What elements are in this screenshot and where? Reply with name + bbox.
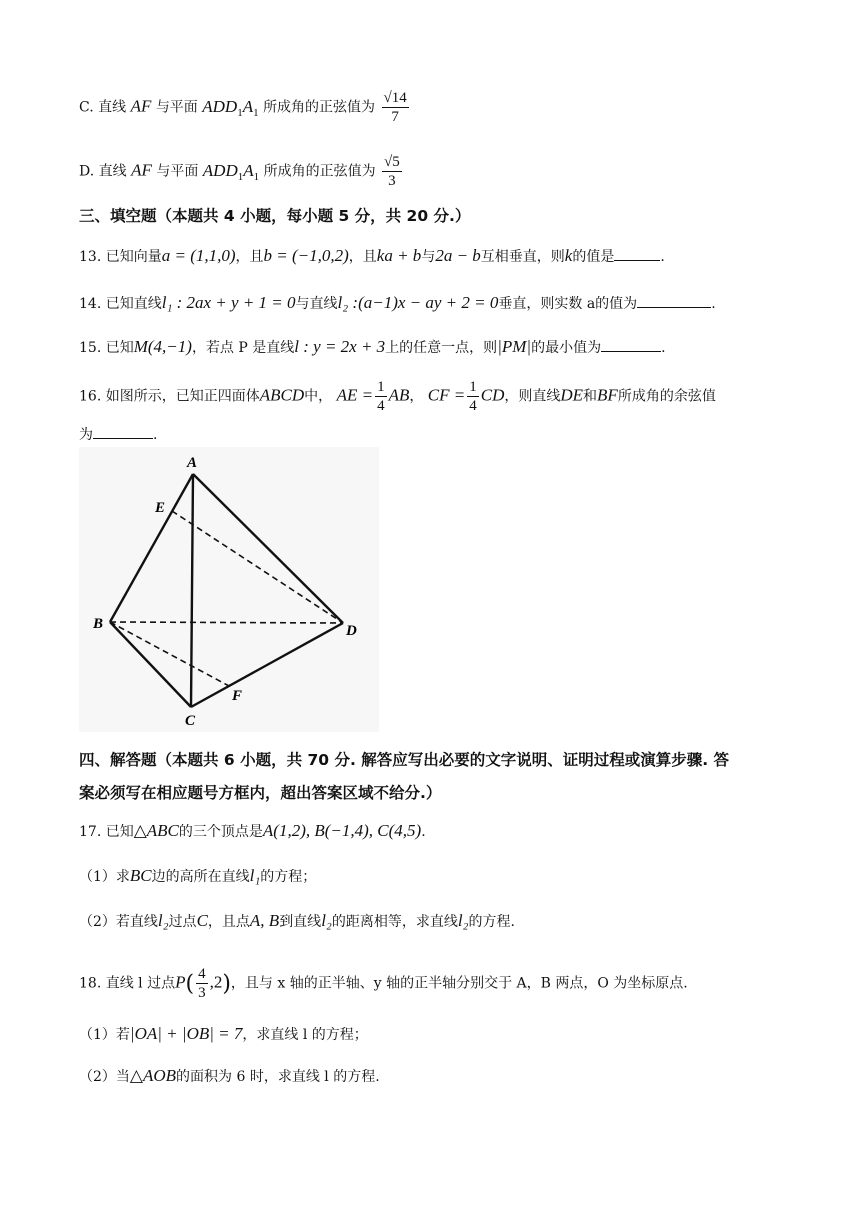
line-af: AF bbox=[130, 96, 152, 116]
q16-period: . bbox=[153, 427, 158, 443]
question-18-part1 bbox=[79, 1024, 368, 1045]
option-c-fraction: $\frac{√14}{7}$ bbox=[383, 90, 407, 125]
q16-cf-fraction: $\frac{1}{4}$ bbox=[469, 379, 477, 414]
q18-p2-b: 的面积为 6 时，求直线 l 的方程. bbox=[176, 1069, 380, 1085]
answer-blank[interactable] bbox=[637, 293, 711, 308]
option-d-fraction: $\frac{√5}{3}$ bbox=[384, 154, 400, 189]
q18-p1-a: （1）若 bbox=[79, 1027, 130, 1043]
point-f-label: F bbox=[232, 688, 243, 704]
q15-end: 的最小值为 bbox=[531, 340, 602, 356]
q15-line-l: l : y = 2x + 3 bbox=[294, 337, 386, 356]
q17-ab: A, B bbox=[249, 911, 280, 930]
question-18-part2 bbox=[79, 1066, 380, 1087]
q15-num: 15. 已知 bbox=[79, 340, 134, 356]
q16-line2: 为 bbox=[79, 427, 93, 443]
q14-num: 14. 已知直线 bbox=[79, 296, 162, 312]
q16-ae: AE = bbox=[336, 385, 374, 405]
q16-mid: 中， bbox=[304, 388, 333, 405]
q17-triangle: △ABC bbox=[133, 821, 179, 840]
q13-period: . bbox=[660, 249, 665, 265]
q17-p2-c: ，且点 bbox=[207, 914, 250, 930]
q16-num: 16. 如图所示，已知正四面体 bbox=[79, 388, 260, 405]
q17-p2-b: 过点 bbox=[168, 914, 197, 930]
q13-num: 13. 已知向量 bbox=[79, 249, 162, 265]
q15-period: . bbox=[661, 340, 666, 356]
q14-line-l2: l₂ :(a−1)x − ay + 2 = 0 bbox=[337, 293, 499, 312]
q16-tail: ，则直线 bbox=[504, 388, 561, 405]
tetrahedron-figure bbox=[79, 447, 379, 732]
question-16-line2 bbox=[79, 424, 157, 445]
q16-ae-fraction: $\frac{1}{4}$ bbox=[377, 379, 385, 414]
q13-vector-a: a = (1,1,0) bbox=[161, 246, 236, 265]
vertex-b-label: B bbox=[93, 616, 104, 632]
question-17-part2 bbox=[79, 911, 515, 932]
vertex-c-label: C bbox=[185, 713, 196, 729]
q18-p-tail: ,2 bbox=[209, 972, 223, 992]
q17-p1-c: 的方程； bbox=[260, 869, 317, 885]
question-17 bbox=[79, 821, 426, 842]
option-c bbox=[79, 89, 411, 126]
section-4-heading-line2: 案必须写在相应题号方框内，超出答案区域不给分.） bbox=[79, 784, 442, 802]
q17-points: A(1,2), B(−1,4), C(4,5) bbox=[262, 821, 422, 840]
q17-l1: l₁ bbox=[249, 866, 261, 885]
q17-p2-d: 到直线 bbox=[279, 914, 322, 930]
q17-l2: l₂ bbox=[157, 911, 169, 930]
q15-point-m: M(4,−1) bbox=[133, 337, 192, 356]
question-13 bbox=[79, 246, 665, 267]
q17-p2-e: 的距离相等，求直线 bbox=[331, 914, 458, 930]
q18-triangle: △AOB bbox=[129, 1066, 177, 1085]
q16-cd: CD bbox=[480, 385, 505, 405]
q18-p1-b: ，求直线 l 的方程； bbox=[242, 1027, 368, 1043]
q18-point-p: P bbox=[175, 972, 186, 992]
question-18: 18. 直线 l 过点P( $\frac{4}{3}$ ,2)，且与 x 轴的正半轴、y 轴的正半轴分别交于 A，B 两点，O 为坐标原点. bbox=[79, 966, 688, 1001]
q18-tail: ，且与 x 轴的正半轴、y 轴的正半轴分别交于 A，B 两点，O 为坐标原点. bbox=[230, 975, 688, 992]
option-c-mid: 与平面 bbox=[155, 99, 198, 116]
q17-l2-c: l₂ bbox=[457, 911, 469, 930]
q13-tail: 互相垂直，则 bbox=[480, 249, 565, 265]
q13-with: 与 bbox=[421, 249, 436, 265]
option-d-label: D. 直线 bbox=[79, 163, 127, 180]
q14-tail: 垂直，则实数 a的值为 bbox=[498, 296, 638, 312]
q13-expr1: ka + b bbox=[376, 246, 422, 265]
q17-p2-a: （2）若直线 bbox=[79, 914, 158, 930]
vertex-a-label: A bbox=[187, 455, 198, 471]
q13-mid: ，且 bbox=[235, 249, 264, 265]
q17-period: . bbox=[421, 824, 426, 840]
plane-add1a1: $ADD_1A_1$ bbox=[202, 96, 259, 119]
q17-p1-a: （1）求 bbox=[79, 869, 130, 885]
option-c-tail: 所成角的正弦值为 bbox=[263, 99, 376, 116]
q16-end: 所成角的余弦值 bbox=[617, 388, 716, 405]
q13-sep: ，且 bbox=[348, 249, 377, 265]
line-af-d: AF bbox=[131, 160, 152, 180]
q15-tail: 上的任意一点，则 bbox=[385, 340, 498, 356]
q17-mid: 的三个顶点是 bbox=[178, 824, 263, 840]
q17-bc: BC bbox=[129, 866, 152, 885]
point-e-label: E bbox=[155, 500, 166, 516]
figure-background bbox=[79, 447, 379, 732]
q18-p1-expr: |OA| + |OB| = 7 bbox=[129, 1024, 243, 1043]
answer-blank[interactable] bbox=[614, 246, 660, 261]
q16-and: 和 bbox=[583, 388, 598, 405]
q15-pm: |PM| bbox=[497, 337, 532, 356]
q13-expr2: 2a − b bbox=[435, 246, 481, 265]
question-17-part1 bbox=[79, 866, 316, 887]
answer-blank[interactable] bbox=[93, 424, 153, 439]
q18-num: 18. 直线 l 过点 bbox=[79, 975, 176, 992]
option-d-mid: 与平面 bbox=[156, 163, 199, 180]
q17-p2-f: 的方程. bbox=[468, 914, 515, 930]
q18-p2-a: （2）当 bbox=[79, 1069, 130, 1085]
question-14 bbox=[79, 293, 716, 314]
answer-blank[interactable] bbox=[601, 337, 661, 352]
q16-de: DE bbox=[560, 385, 584, 405]
section-3-heading: 三、填空题（本题共 4 小题，每小题 5 分，共 20 分.） bbox=[79, 207, 471, 225]
question-15 bbox=[79, 337, 666, 358]
section-4-heading-line1: 四、解答题（本题共 6 小题，共 70 分. 解答应写出必要的文字说明、证明过程或演算步骤. 答 bbox=[79, 751, 730, 769]
plane-add1a1-d: $ADD_1A_1$ bbox=[202, 160, 260, 183]
question-16 bbox=[79, 378, 716, 415]
q16-cf: CF = bbox=[427, 385, 466, 405]
q14-line-l1: l₁ : 2ax + y + 1 = 0 bbox=[161, 293, 296, 312]
option-c-label: C. 直线 bbox=[79, 99, 127, 116]
vertex-d-label: D bbox=[346, 623, 357, 639]
q16-bf: BF bbox=[597, 385, 618, 405]
q17-num: 17. 已知 bbox=[79, 824, 134, 840]
q16-abcd: ABCD bbox=[259, 385, 305, 405]
q15-mid: ，若点 P 是直线 bbox=[191, 340, 295, 356]
q14-with: 与直线 bbox=[295, 296, 338, 312]
option-d bbox=[79, 153, 404, 190]
q17-p1-b: 边的高所在直线 bbox=[151, 869, 250, 885]
q13-end: 的值是 bbox=[572, 249, 615, 265]
q13-vector-b: b = (−1,0,2) bbox=[263, 246, 349, 265]
q17-l2-b: l₂ bbox=[321, 911, 332, 930]
q14-period: . bbox=[711, 296, 716, 312]
q16-ab: AB bbox=[388, 385, 410, 405]
q17-c: C bbox=[196, 911, 208, 930]
option-d-tail: 所成角的正弦值为 bbox=[263, 163, 376, 180]
q16-sep: ， bbox=[409, 388, 424, 405]
q13-k: k bbox=[564, 246, 573, 265]
q18-fraction: $\frac{4}{3}$ bbox=[198, 966, 206, 1001]
